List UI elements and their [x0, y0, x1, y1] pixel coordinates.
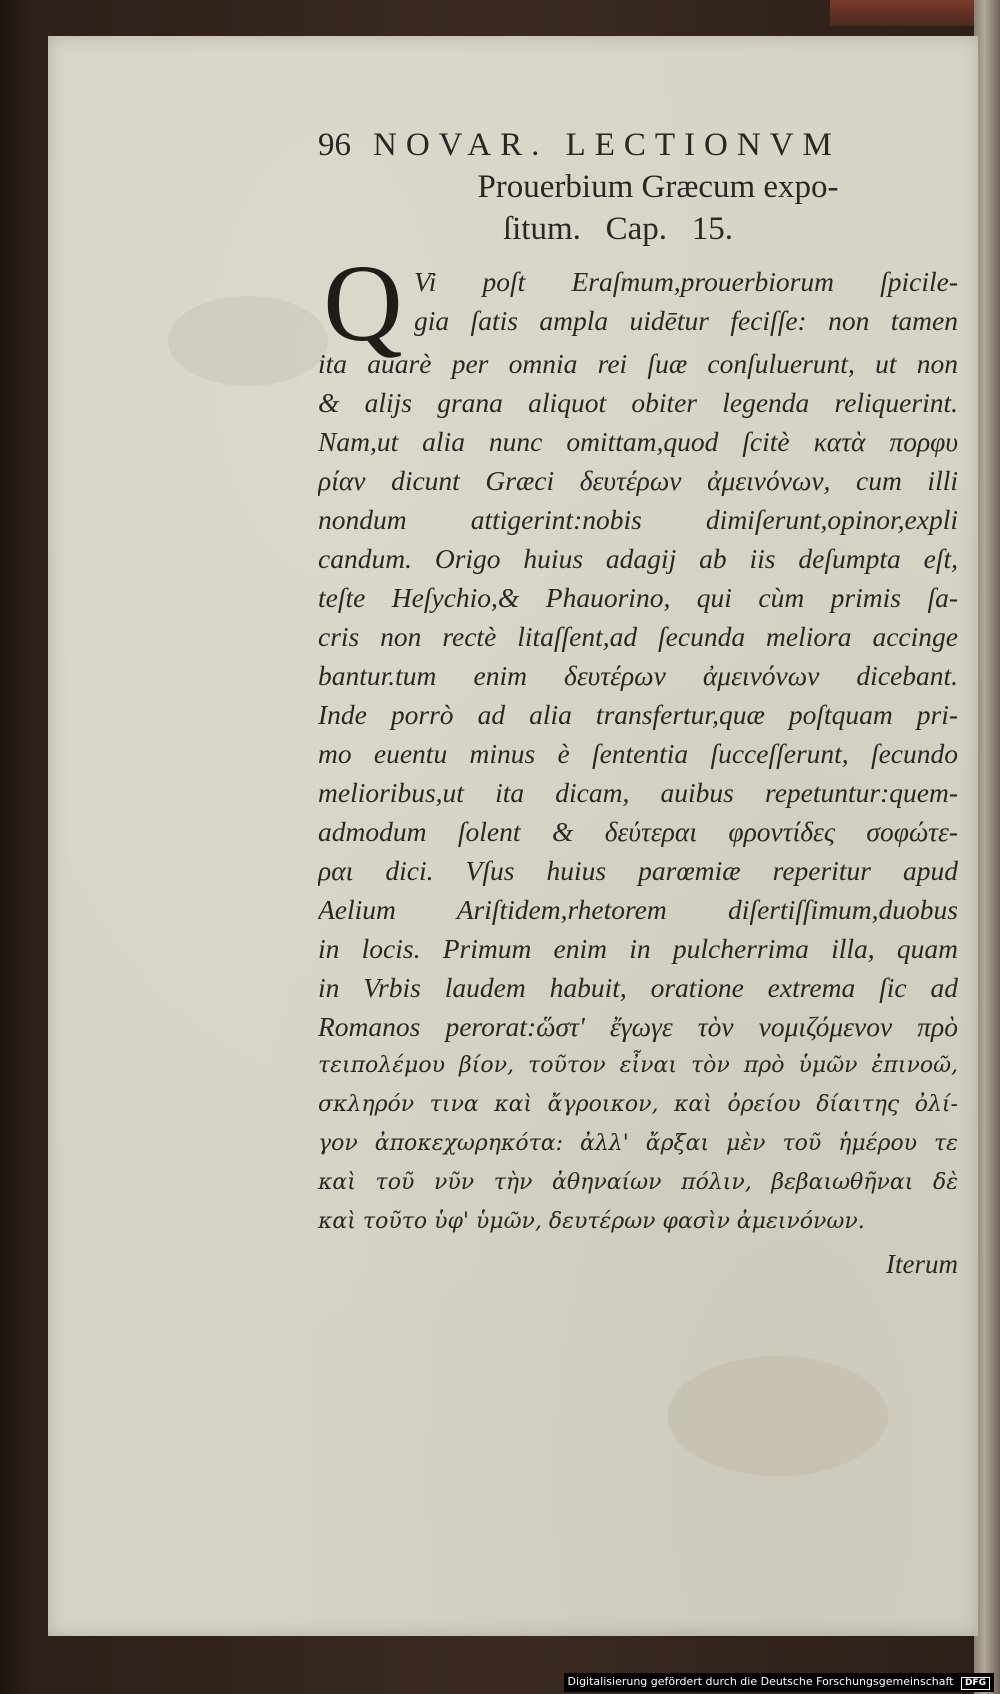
text-line: Aelium Ariſtidem,rhetorem diſertiſſimum,duobus	[318, 894, 958, 925]
chapter-title-line-2: ſitum. Cap. 15.	[502, 211, 734, 247]
page-content	[318, 124, 958, 1285]
paper-stain	[168, 296, 328, 386]
running-head-title: NOVAR. LECTIONVM	[373, 127, 841, 163]
greek-text-line: καὶ τοῦτο ὑφ' ὑμῶν, δευτέρων φασὶν ἀμεινόνων.	[318, 1209, 865, 1234]
paper-stain	[668, 1356, 888, 1476]
drop-cap: Q	[323, 242, 403, 364]
running-head	[318, 124, 958, 166]
drop-cap-lines	[318, 262, 958, 340]
text-line: Inde porrò ad alia transfertur,quæ poſtquam pri-	[318, 699, 958, 730]
catchword: Iterum	[886, 1249, 958, 1279]
greek-text-line: καὶ τοῦ νῦν τὴν ἀθηναίων πόλιν, βεβαιωθῆναι δὲ	[318, 1170, 958, 1195]
credit-text: Digitalisierung gefördert durch die Deutsche Forschungsgemeinschaft	[567, 1675, 954, 1688]
text-line: mo euentu minus è ſententia ſucceſſerunt, ſecundo	[318, 738, 958, 769]
text-line: ρίαν dicunt Græci δευτέρων ἀμεινόνων, cum illi	[318, 465, 958, 496]
text-line: in Vrbis laudem habuit, oratione extrema ſic ad	[318, 972, 958, 1003]
dfg-logo: DFG	[961, 1677, 990, 1690]
chapter-title	[318, 166, 958, 250]
text-line: & alijs grana aliquot obiter legenda reliquerint.	[318, 387, 958, 418]
greek-text-line: σκληρόν τινα καὶ ἄγροικον, καὶ ὀρείου δίαιτης ὀλί-	[318, 1092, 958, 1117]
text-line: in locis. Primum enim in pulcherrima illa, quam	[318, 933, 958, 964]
text-line: nondum attigerint:nobis dimiſerunt,opinor,expli	[318, 504, 958, 535]
text-line: Romanos perorat:ὥστ' ἔγωγε τὸν νομιζόμενον πρὸ	[318, 1011, 958, 1042]
text-line: cris non rectè litaſſent,ad ſecunda meliora accinge	[318, 621, 958, 652]
text-line: teſte Heſychio,& Phauorino, qui cùm primis ſa-	[318, 582, 958, 613]
text-line: candum. Origo huius adagij ab iis deſumpta eſt,	[318, 543, 958, 574]
greek-text-line: τειπολέμου βίον, τοῦτον εἶναι τὸν πρὸ ὑμῶν ἐπινοῶ,	[318, 1053, 958, 1078]
text-line: melioribus,ut ita dicam, auibus repetuntur:quem-	[318, 777, 958, 808]
book-page	[48, 36, 978, 1636]
text-line: ραι dici. Vſus huius parœmiæ reperitur apud	[318, 855, 958, 886]
digitization-credit	[564, 1673, 994, 1692]
text-line: Vi poſt Eraſmum,prouerbiorum ſpicile-	[414, 266, 958, 297]
text-line: Nam,ut alia nunc omittam,quod ſcitè κατὰ πορφυ	[318, 426, 958, 457]
page-number: 96	[318, 127, 351, 163]
text-line: gia ſatis ampla uidētur feciſſe: non tamen	[414, 305, 958, 336]
greek-text-line: γον ἀποκεχωρηκότα: ἀλλ' ἄρξαι μὲν τοῦ ἡμέρου τε	[318, 1131, 958, 1156]
text-line: bantur.tum enim δευτέρων ἀμεινόνων dicebant.	[318, 660, 958, 691]
text-line: ita auarè per omnia rei ſuæ conſuluerunt, ut non	[318, 348, 958, 379]
chapter-title-line-1: Prouerbium Græcum expo-	[477, 169, 839, 205]
body-text	[318, 242, 958, 1285]
text-line: admodum ſolent & δεύτεραι φροντίδες σοφώτε-	[318, 816, 958, 847]
